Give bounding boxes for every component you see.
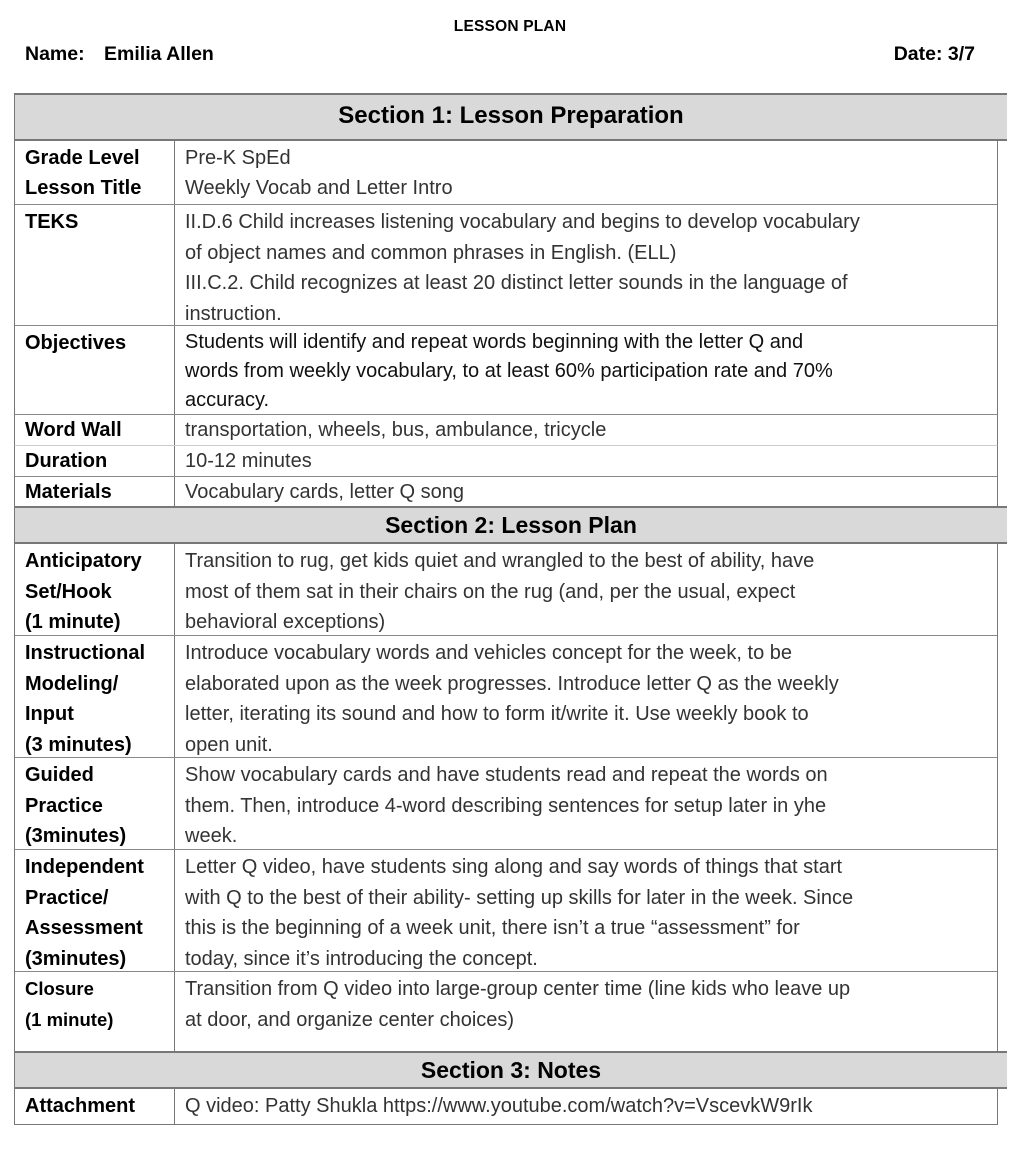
lesson-title-label: Lesson Title bbox=[15, 173, 175, 204]
teks-line: instruction. bbox=[185, 302, 282, 325]
name-value: Emilia Allen bbox=[104, 43, 214, 65]
teks-label: TEKS bbox=[15, 205, 175, 325]
value-line: Show vocabulary cards and have students read and repeat the words on bbox=[185, 764, 828, 786]
value-line: Introduce vocabulary words and vehicles concept for the week, to be bbox=[185, 642, 793, 664]
name-label: Name: bbox=[25, 43, 85, 65]
closure-label bbox=[15, 972, 175, 1051]
label-line: Guided bbox=[25, 764, 94, 786]
label-line: Set/Hook bbox=[25, 580, 112, 603]
row-attachment bbox=[14, 1089, 998, 1125]
row-closure bbox=[14, 971, 998, 1051]
value-line: Transition to rug, get kids quiet and wrangled to the best of ability, have bbox=[185, 550, 815, 572]
row-anticipatory-set bbox=[14, 544, 998, 635]
date-value: 3/7 bbox=[947, 43, 975, 65]
value-line: with Q to the best of their ability- setting up skills for later in the week. Since bbox=[185, 886, 854, 909]
date-line bbox=[894, 43, 975, 66]
guided-practice-value bbox=[175, 758, 997, 849]
label-line: Closure bbox=[25, 978, 94, 999]
label-line: Practice/ bbox=[25, 886, 109, 909]
row-word-wall bbox=[14, 414, 998, 445]
document-title: LESSON PLAN bbox=[453, 18, 567, 35]
section-2-header: Section 2: Lesson Plan bbox=[14, 506, 1007, 544]
value-line: at door, and organize center choices) bbox=[185, 1008, 515, 1031]
duration-label: Duration bbox=[15, 446, 175, 476]
label-line: (3 minutes) bbox=[25, 733, 132, 756]
value-line: them. Then, introduce 4-word describing sentences for setup later in yhe bbox=[185, 794, 827, 817]
objectives-line: Students will identify and repeat words beginning with the letter Q and bbox=[185, 331, 804, 353]
independent-practice-value bbox=[175, 850, 997, 971]
date-label: Date: bbox=[893, 43, 943, 65]
materials-value: Vocabulary cards, letter Q song bbox=[185, 481, 465, 503]
objectives-line: accuracy. bbox=[185, 389, 270, 411]
anticipatory-set-label bbox=[15, 544, 175, 635]
label-line: (1 minute) bbox=[25, 611, 121, 633]
objectives-line: words from weekly vocabulary, to at least 60% participation rate and 70% bbox=[185, 360, 833, 382]
row-duration bbox=[14, 445, 998, 476]
value-line: today, since it’s introducing the concept. bbox=[185, 947, 538, 970]
value-line: letter, iterating its sound and how to form it/write it. Use weekly book to bbox=[185, 703, 809, 725]
word-wall-value: transportation, wheels, bus, ambulance, tricycle bbox=[185, 419, 607, 441]
guided-practice-label bbox=[15, 758, 175, 849]
value-line: most of them sat in their chairs on the rug (and, per the usual, expect bbox=[185, 580, 796, 603]
label-line: (3minutes) bbox=[25, 947, 127, 970]
label-line: Practice bbox=[25, 794, 103, 817]
lesson-plan-table bbox=[14, 93, 1007, 1125]
label-line: Anticipatory bbox=[25, 550, 142, 572]
row-lesson-title bbox=[14, 173, 998, 204]
teks-value bbox=[175, 205, 997, 325]
word-wall-label: Word Wall bbox=[15, 415, 175, 445]
label-line: Assessment bbox=[25, 917, 143, 939]
row-independent-practice bbox=[14, 849, 998, 971]
duration-value: 10-12 minutes bbox=[185, 450, 312, 472]
value-line: Letter Q video, have students sing along and say words of things that start bbox=[185, 856, 843, 878]
row-instructional-modeling bbox=[14, 635, 998, 757]
instructional-modeling-label bbox=[15, 636, 175, 757]
teks-line: II.D.6 Child increases listening vocabulary and begins to develop vocabulary bbox=[185, 211, 860, 233]
label-line: (3minutes) bbox=[25, 825, 127, 847]
row-objectives bbox=[14, 325, 998, 414]
label-line: (1 minute) bbox=[25, 1008, 114, 1030]
lesson-title-value: Weekly Vocab and Letter Intro bbox=[185, 177, 453, 199]
section-1-header: Section 1: Lesson Preparation bbox=[14, 93, 1007, 141]
row-materials bbox=[14, 476, 998, 506]
value-line: week. bbox=[185, 825, 238, 847]
objectives-value bbox=[175, 326, 997, 414]
value-line: Transition from Q video into large-group center time (line kids who leave up bbox=[185, 978, 851, 1000]
value-line: elaborated upon as the week progresses. Introduce letter Q as the weekly bbox=[185, 672, 839, 695]
grade-level-label: Grade Level bbox=[15, 141, 175, 173]
anticipatory-set-value bbox=[175, 544, 997, 635]
row-guided-practice bbox=[14, 757, 998, 849]
teks-line: of object names and common phrases in English. (ELL) bbox=[185, 241, 677, 264]
section-3-header: Section 3: Notes bbox=[14, 1051, 1007, 1089]
independent-practice-label bbox=[15, 850, 175, 971]
label-line: Independent bbox=[25, 856, 144, 878]
value-line: behavioral exceptions) bbox=[185, 611, 386, 633]
teks-line: III.C.2. Child recognizes at least 20 distinct letter sounds in the language of bbox=[185, 272, 848, 294]
name-line bbox=[25, 43, 214, 66]
materials-label: Materials bbox=[15, 477, 175, 506]
value-line: this is the beginning of a week unit, there isn’t a true “assessment” for bbox=[185, 917, 800, 939]
label-line: Modeling/ bbox=[25, 672, 119, 695]
label-line: Input bbox=[25, 703, 74, 725]
attachment-value[interactable]: Q video: Patty Shukla https://www.youtube.com/watch?v=VscevkW9rIk bbox=[185, 1095, 813, 1117]
attachment-label: Attachment bbox=[15, 1089, 175, 1124]
closure-value bbox=[175, 972, 997, 1051]
row-teks bbox=[14, 204, 998, 325]
label-line: Instructional bbox=[25, 642, 146, 664]
value-line: open unit. bbox=[185, 733, 273, 756]
row-grade-level bbox=[14, 141, 998, 173]
grade-level-value: Pre-K SpEd bbox=[185, 147, 291, 169]
instructional-modeling-value bbox=[175, 636, 997, 757]
objectives-label: Objectives bbox=[15, 326, 175, 414]
